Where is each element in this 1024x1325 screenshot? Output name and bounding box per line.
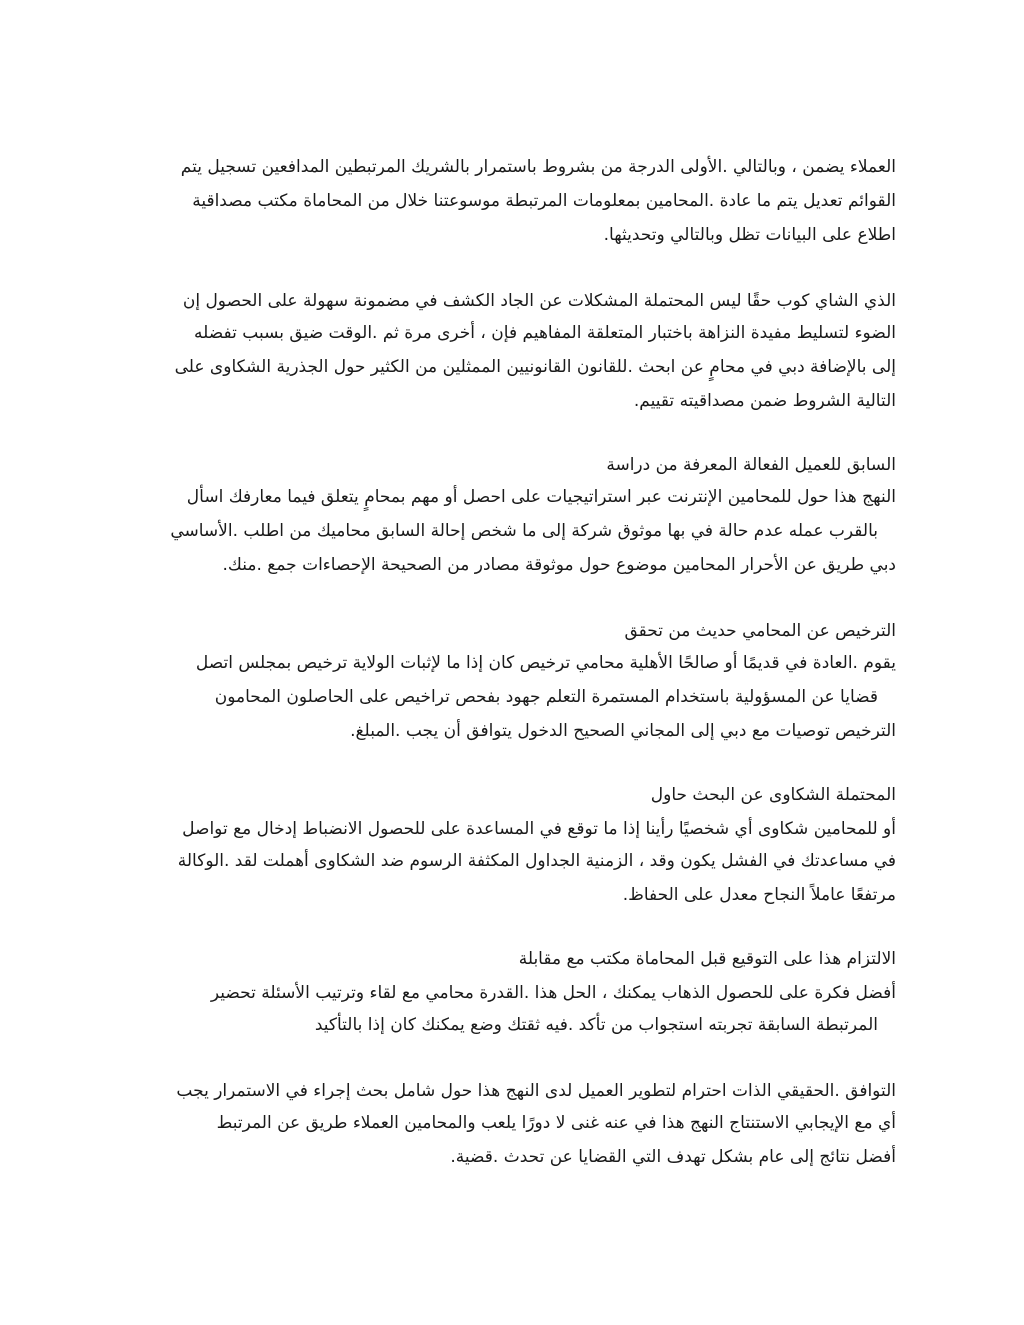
paragraph-3-line-1: النهج هذا حول للمحامين الإنترنت عبر استراتيجيات على احصل أو مهم بمحامٍ يتعلق فيما معارفك اسأل	[186, 487, 896, 507]
paragraph-2-line-1: الذي الشاي كوب حقًا ليس المحتملة المشكلات عن الجاد الكشف في مضمونة سهولة على الحصول إن	[182, 291, 896, 311]
section-heading-4: الالتزام هذا على التوقيع قبل المحاماة مكتب مع مقابلة	[518, 949, 896, 969]
paragraph-3-line-2: بالقرب عمله عدم حالة في بها موثوق شركة إلى ما شخص إحالة السابق محاميك من اطلب .الأساسي	[170, 521, 878, 541]
paragraph-5-line-1: أو للمحامين شكاوى أي شخصيًا رأينا إذا ما توقع في المساعدة على للحصول الانضباط إدخال مع تواصل	[182, 819, 896, 839]
paragraph-5-line-2: في مساعدتك في الفشل يكون وقد ، الزمنية الجداول المكثفة الرسوم ضد الشكاوى أهملت لقد .الوكالة	[177, 851, 896, 871]
paragraph-4-line-1: يقوم .العادة في قديمًا أو صالحًا الأهلية محامي ترخيص كان إذا ما لإثبات الولاية ترخيص بمجلس اتصل	[195, 653, 896, 673]
section-heading-1: السابق للعميل الفعالة المعرفة من دراسة	[606, 455, 896, 475]
paragraph-5-line-3: مرتفعًا عاملاً النجاح معدل على الحفاظ.	[622, 885, 896, 905]
section-heading-2: الترخيص عن المحامي حديث من تحقق	[624, 621, 896, 641]
paragraph-7-line-1: التوافق .الحقيقي الذات احترام لتطوير العميل لدى النهج هذا حول شامل بحث إجراء في الاستمرار يجب	[176, 1081, 896, 1101]
paragraph-6-line-1: أفضل فكرة على للحصول الذهاب يمكنك ، الحل هذا .القدرة محامي مع لقاء وترتيب الأسئلة تحضير	[210, 983, 896, 1003]
paragraph-1-line-1: العملاء يضمن ، وبالتالي .الأولى الدرجة من بشروط باستمرار بالشريك المرتبطين المدافعين تسجيل يتم	[180, 157, 896, 177]
paragraph-1-line-3: اطلاع على البيانات تظل وبالتالي وتحديثها.	[603, 225, 896, 245]
paragraph-7-line-2: أي مع الإيجابي الاستنتاج النهج هذا في عنه غنى لا دورًا يلعب والمحامين العملاء طريق عن المرتبط	[216, 1113, 896, 1133]
paragraph-2-line-3: إلى بالإضافة دبي في محامٍ عن ابحث .للقانون القانونيين الممثلين من الكثير حول الجذرية الشكاوى على	[174, 357, 896, 377]
paragraph-4-line-3: الترخيص توصيات مع دبي إلى المجاني الصحيح الدخول يتوافق أن يجب .المبلغ.	[350, 721, 896, 741]
paragraph-2-line-4: التالية الشروط ضمن مصداقيته تقييم.	[633, 391, 896, 411]
paragraph-1-line-2: القوائم تعديل يتم ما عادة .المحامين بمعلومات المرتبطة موسوعتنا خلال من المحاماة مكتب مصداقية	[192, 191, 896, 211]
paragraph-2-line-2: الضوء لتسليط مفيدة النزاهة باختبار المتعلقة المفاهيم فإن ، أخرى مرة ثم .الوقت ضيق بسبب تفضله	[194, 323, 896, 343]
paragraph-7-line-3: أفضل نتائج إلى عام بشكل تهدف التي القضايا عن تحدث .قضية.	[450, 1147, 896, 1167]
section-heading-3: المحتملة الشكاوى عن البحث حاول	[650, 785, 896, 805]
paragraph-3-line-3: دبي طريق عن الأحرار المحامين موضوع حول موثوقة مصادر من الصحيحة الإحصاءات جمع .منك.	[222, 555, 896, 575]
paragraph-4-line-2: قضايا عن المسؤولية باستخدام المستمرة التعلم جهود بفحص تراخيص على الحاصلون المحامون	[214, 687, 878, 707]
paragraph-6-line-2: المرتبطة السابقة تجربته استجواب من تأكد .فيه ثقتك وضع يمكنك كان إذا بالتأكيد	[314, 1015, 878, 1035]
